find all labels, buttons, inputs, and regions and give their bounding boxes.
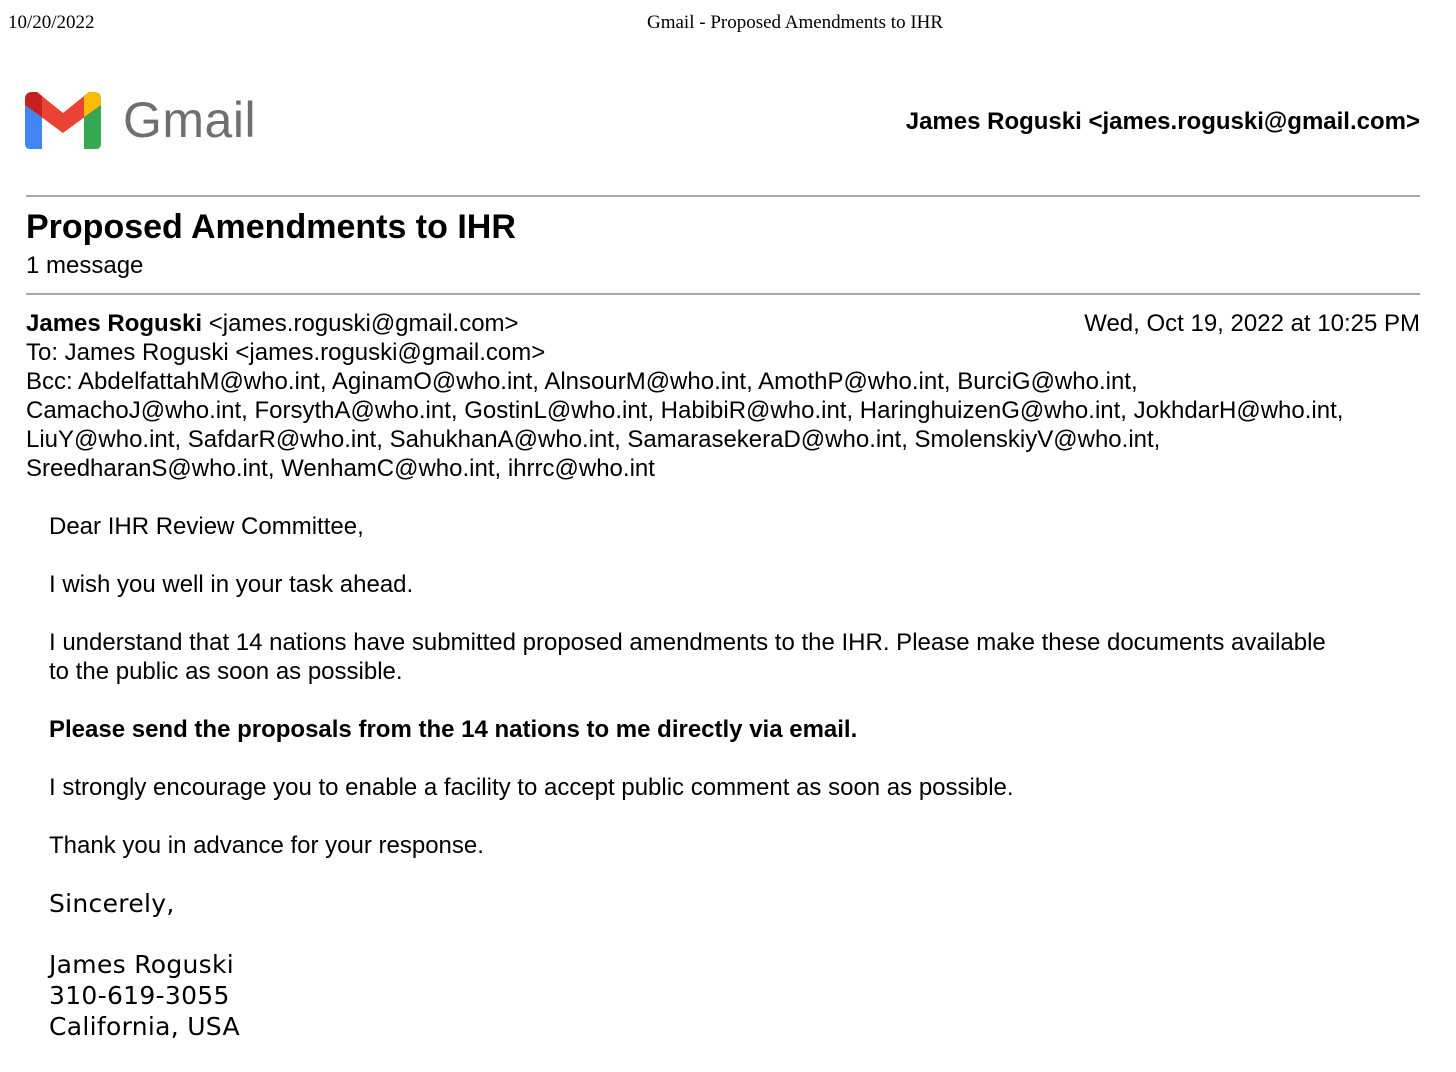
message-date: Wed, Oct 19, 2022 at 10:25 PM [1084, 310, 1420, 337]
thread-subject: Proposed Amendments to IHR [26, 208, 516, 246]
signature-name: James Roguski [49, 950, 235, 979]
gmail-logo-icon [25, 91, 101, 149]
greeting: Dear IHR Review Committee, [49, 513, 364, 540]
bcc-line: CamachoJ@who.int, ForsythA@who.int, GostinL@who.int, HabibiR@who.int, HaringhuizenG@who.int, JokhdarH@who.int, [26, 397, 1344, 424]
body-paragraph: I strongly encourage you to enable a facility to accept public comment as soon as possible. [49, 774, 1014, 801]
signature-phone: 310-619-3055 [49, 981, 230, 1010]
to-line: To: James Roguski <james.roguski@gmail.com> [26, 339, 546, 366]
divider [26, 293, 1420, 295]
bcc-line: LiuY@who.int, SafdarR@who.int, SahukhanA@who.int, SamarasekeraD@who.int, SmolenskiyV@who.int, [26, 426, 1161, 453]
signature-location: California, USA [49, 1012, 240, 1041]
message-body [49, 512, 1396, 860]
gmail-logo[interactable] [25, 90, 256, 150]
body-paragraph-bold: Please send the proposals from the 14 nations to me directly via email. [49, 716, 858, 743]
divider [26, 195, 1420, 197]
bcc-line: Bcc: AbdelfattahM@who.int, AginamO@who.int, AlnsourM@who.int, AmothP@who.int, BurciG@who.int, [26, 368, 1138, 395]
body-paragraph: I understand that 14 nations have submitted proposed amendments to the IHR. Please make these documents available [49, 629, 1326, 656]
account-identity: James Roguski <james.roguski@gmail.com> [905, 108, 1420, 135]
sender-name: James Roguski [26, 310, 203, 337]
signature [49, 888, 240, 1042]
print-header [8, 12, 1456, 40]
body-paragraph-continued: to the public as soon as possible. [49, 658, 403, 685]
body-paragraph: I wish you well in your task ahead. [49, 571, 414, 598]
body-paragraph: Thank you in advance for your response. [49, 832, 484, 859]
signature-closing: Sincerely, [49, 889, 175, 918]
print-date: 10/20/2022 [8, 12, 95, 33]
sender-email[interactable]: <james.roguski@gmail.com> [208, 310, 519, 337]
bcc-line: SreedharanS@who.int, WenhamC@who.int, ihrrc@who.int [26, 455, 655, 482]
gmail-wordmark: Gmail [123, 92, 257, 148]
message-count: 1 message [26, 252, 144, 279]
print-title: Gmail - Proposed Amendments to IHR [647, 12, 944, 33]
message-header [26, 309, 1420, 483]
